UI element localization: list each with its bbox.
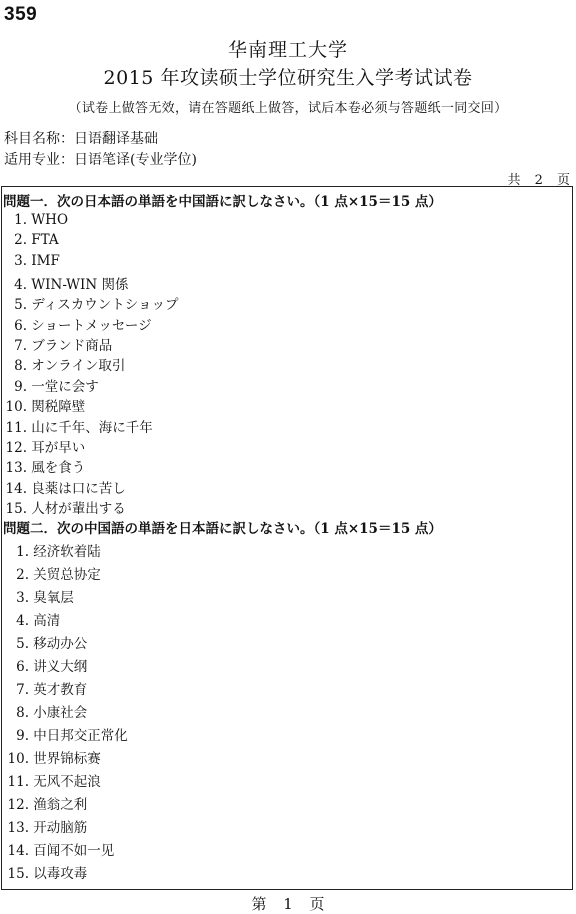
exam-notice: （试卷上做答无效，请在答题纸上做答，试后本卷必须与答题纸一同交回） [68, 101, 508, 116]
item-text: ブランド商品 [31, 338, 113, 355]
subject-name: 科目名称：日语翻译基础 [4, 131, 158, 147]
list-item [3, 563, 101, 583]
list-item [3, 609, 60, 629]
item-text: 关贸总协定 [33, 567, 101, 583]
item-number: 9. [14, 378, 27, 395]
item-text: 百闻不如一见 [33, 843, 115, 859]
list-item [3, 232, 59, 248]
item-text: 耳が早い [31, 439, 86, 456]
item-text: 开动脑筋 [33, 820, 88, 836]
item-number: 13. [5, 460, 27, 477]
item-text: 山に千年、海に千年 [31, 419, 153, 436]
list-item [3, 793, 87, 813]
item-number: 3. [14, 252, 27, 269]
item-number: 11. [7, 774, 29, 790]
item-text: WIN-WIN 関係 [31, 277, 129, 294]
list-item [3, 395, 85, 415]
item-number: 14. [7, 843, 29, 859]
item-number: 8. [16, 705, 29, 721]
item-text: 讲义大纲 [33, 659, 88, 675]
item-text: 良薬は口に苦し [31, 480, 126, 497]
item-number: 6. [16, 659, 29, 675]
item-text: 風を食う [31, 460, 86, 477]
list-item [3, 724, 128, 744]
item-text: FTA [31, 232, 59, 249]
item-text: 世界锦标赛 [33, 751, 101, 767]
item-number: 10. [7, 751, 29, 767]
item-number: 10. [5, 399, 27, 416]
item-text: ショートメッセージ [31, 317, 152, 334]
item-text: IMF [31, 252, 60, 269]
item-text: 无风不起浪 [33, 774, 101, 790]
item-number: 12. [5, 439, 27, 456]
list-item [3, 253, 60, 269]
item-number: 5. [14, 297, 27, 314]
item-text: 移动办公 [33, 636, 88, 652]
item-text: 関税障壁 [31, 399, 86, 416]
list-item [3, 416, 153, 436]
list-item [3, 632, 87, 652]
item-text: 臭氧层 [33, 590, 74, 606]
list-item [3, 354, 125, 374]
item-number: 14. [5, 480, 27, 497]
item-number: 7. [16, 682, 29, 698]
list-item [3, 701, 87, 721]
list-item [3, 839, 114, 859]
list-item [3, 314, 152, 334]
exam-title: 2015 年攻读硕士学位研究生入学考试试卷 [103, 67, 473, 89]
item-text: オンライン取引 [31, 358, 126, 375]
list-item [3, 678, 87, 698]
list-item [3, 273, 128, 293]
list-item [3, 456, 85, 476]
section1-heading: 問題一．次の日本語の単語を中国語に訳しなさい。（1 点×15＝15 点） [3, 194, 442, 210]
total-pages: 共 2 页 [507, 173, 570, 188]
list-item [3, 862, 87, 882]
exam-code: 359 [4, 4, 38, 25]
item-number: 1. [16, 544, 29, 560]
list-item [3, 497, 126, 517]
item-number: 2. [14, 232, 27, 249]
item-number: 4. [16, 613, 29, 629]
list-item [3, 816, 87, 836]
page-number: 第 1 页 [251, 895, 325, 913]
item-number: 12. [7, 797, 29, 813]
list-item [3, 334, 112, 354]
list-item [3, 212, 68, 228]
item-text: 人材が輩出する [31, 500, 126, 517]
item-text: 一堂に会す [31, 378, 99, 395]
item-number: 3. [16, 590, 29, 606]
item-number: 6. [14, 317, 27, 334]
university-name: 华南理工大学 [227, 39, 348, 61]
list-item [3, 375, 99, 395]
item-number: 15. [5, 500, 27, 517]
list-item [3, 293, 178, 313]
list-item [3, 477, 126, 497]
item-text: 经济软着陆 [33, 544, 101, 560]
list-item [3, 655, 87, 675]
item-text: WHO [31, 212, 69, 228]
item-number: 9. [16, 728, 29, 744]
list-item [3, 770, 101, 790]
list-item [3, 436, 85, 456]
item-number: 11. [5, 419, 27, 436]
item-number: 8. [14, 358, 27, 375]
item-text: ディスカウントショップ [31, 297, 179, 314]
applicable-major: 适用专业：日语笔译(专业学位) [4, 152, 197, 168]
item-number: 7. [14, 338, 27, 355]
item-number: 13. [7, 820, 29, 836]
item-text: 小康社会 [33, 705, 88, 721]
item-number: 1. [14, 212, 27, 228]
list-item [3, 540, 101, 560]
section2-heading: 問題二．次の中国語の単語を日本語に訳しなさい。（1 点×15＝15 点） [3, 521, 442, 537]
item-number: 15. [7, 866, 29, 882]
list-item [3, 747, 101, 767]
item-text: 中日邦交正常化 [33, 728, 128, 744]
item-number: 2. [16, 567, 29, 583]
item-text: 以毒攻毒 [33, 866, 88, 882]
item-number: 4. [14, 277, 27, 294]
item-text: 高清 [33, 613, 61, 629]
item-text: 英才教育 [33, 682, 88, 698]
item-number: 5. [16, 636, 29, 652]
list-item [3, 586, 74, 606]
item-text: 渔翁之利 [33, 797, 88, 813]
